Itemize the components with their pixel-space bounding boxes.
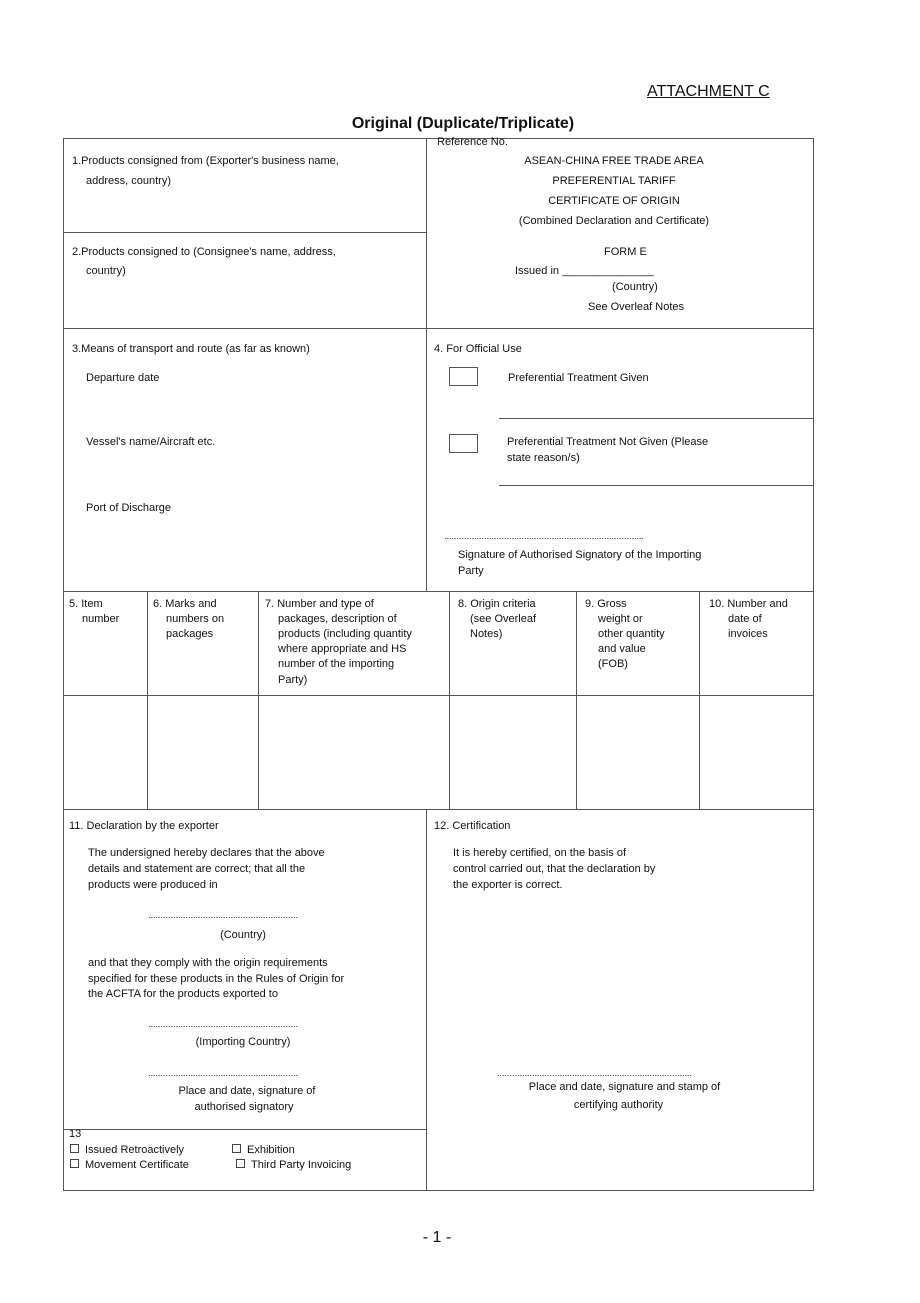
col6-header-line2: numbers on: [166, 613, 225, 625]
form-type-label: FORM E: [604, 246, 647, 258]
authority-signature-label-line1: Place and date, signature and stamp of: [528, 1081, 721, 1093]
third-party-invoicing-option[interactable]: [236, 1158, 351, 1174]
certification-text-line2: control carried out, that the declaration by: [453, 863, 656, 875]
authority-signature-label-line2: certifying authority: [573, 1099, 664, 1111]
divider: [63, 232, 427, 233]
exporter-signature-label-line2: authorised signatory: [194, 1101, 294, 1113]
declaration-text-line6: the ACFTA for the products exported to: [88, 988, 278, 1000]
box1-label-line1: 1.Products consigned from (Exporter's business name,: [72, 155, 339, 167]
divider: [63, 1129, 427, 1130]
importing-country-dotted-line: ............................................................: [148, 1019, 299, 1029]
page-title: Original (Duplicate/Triplicate): [351, 115, 575, 132]
signature-dotted-line: ................................................................................: [444, 531, 645, 541]
exporter-signature-label-line1: Place and date, signature of: [178, 1085, 316, 1097]
attachment-label: ATTACHMENT C: [647, 83, 770, 100]
form-heading-line2: PREFERENTIAL TARIFF: [552, 175, 676, 187]
treatment-not-given-label-line2: state reason/s): [507, 452, 580, 464]
treatment-not-given-label-line1: Preferential Treatment Not Given (Please: [507, 436, 709, 448]
col9-header-line2: weight or: [598, 613, 643, 625]
authority-signature-dotted-line: ..............................................................................: [497, 1068, 693, 1078]
overleaf-notes-label: See Overleaf Notes: [588, 301, 684, 313]
movement-certificate-option[interactable]: [70, 1158, 189, 1174]
checkbox-icon[interactable]: [232, 1144, 241, 1153]
declaration-text-line1: The undersigned hereby declares that the above: [88, 847, 325, 859]
checkbox-icon[interactable]: [70, 1144, 79, 1153]
reason-line: [499, 485, 813, 486]
box13-label: 13: [69, 1128, 82, 1140]
form-heading-line1: ASEAN-CHINA FREE TRADE AREA: [524, 155, 704, 167]
third-party-invoicing-label: Third Party Invoicing: [251, 1159, 352, 1171]
reason-line: [499, 418, 813, 419]
certification-text-line1: It is hereby certified, on the basis of: [453, 847, 627, 859]
col6-header-line3: packages: [166, 628, 214, 640]
issued-country-label: (Country): [612, 281, 658, 293]
col7-header-line5: number of the importing: [278, 658, 395, 670]
col8-header-line2: (see Overleaf: [470, 613, 537, 625]
vessel-name-label: Vessel's name/Aircraft etc.: [86, 436, 216, 448]
declaration-text-line3: products were produced in: [88, 879, 218, 891]
col5-header-line2: number: [82, 613, 120, 625]
col9-header-line3: other quantity: [598, 628, 665, 640]
checkbox-icon[interactable]: [236, 1159, 245, 1168]
divider: [63, 591, 814, 592]
port-of-discharge-label: Port of Discharge: [86, 502, 171, 514]
col7-header-line6: Party): [278, 674, 308, 686]
form-heading-line4: (Combined Declaration and Certificate): [518, 215, 710, 227]
col5-header-line1: 5. Item: [69, 598, 103, 610]
col9-header-line5: (FOB): [598, 658, 628, 670]
col8-header-line1: 8. Origin criteria: [458, 598, 536, 610]
issued-in-field: Issued in _______________: [515, 265, 654, 277]
country-label: (Country): [220, 929, 266, 941]
box2-label-line2: country): [86, 265, 126, 277]
box4-title: 4. For Official Use: [434, 343, 522, 355]
col7-header-line4: where appropriate and HS: [278, 643, 407, 655]
page-number: - 1 -: [422, 1229, 452, 1246]
treatment-given-label: Preferential Treatment Given: [508, 372, 649, 384]
package-description-cell[interactable]: [259, 696, 449, 809]
importing-signatory-label-line1: Signature of Authorised Signatory of the Importing: [458, 549, 702, 561]
invoice-cell[interactable]: [700, 696, 813, 809]
exhibition-label: Exhibition: [247, 1144, 295, 1156]
checkbox-icon[interactable]: [70, 1159, 79, 1168]
importing-signatory-label-line2: Party: [458, 565, 484, 577]
col9-header-line4: and value: [598, 643, 646, 655]
col8-header-line3: Notes): [470, 628, 503, 640]
gross-weight-cell[interactable]: [577, 696, 699, 809]
treatment-not-given-checkbox[interactable]: [449, 434, 478, 453]
box11-title: 11. Declaration by the exporter: [69, 820, 219, 832]
box12-title: 12. Certification: [434, 820, 511, 832]
divider: [63, 809, 814, 810]
divider: [426, 809, 427, 1191]
divider: [63, 328, 814, 329]
col10-header-line1: 10. Number and: [709, 598, 788, 610]
origin-criteria-cell[interactable]: [450, 696, 576, 809]
col7-header-line2: packages, description of: [278, 613, 397, 625]
reference-number-label: Reference No.: [437, 136, 508, 148]
declaration-text-line5: specified for these products in the Rules of Origin for: [88, 973, 345, 985]
importing-country-label: (Importing Country): [195, 1036, 291, 1048]
col6-header-line1: 6. Marks and: [153, 598, 217, 610]
item-number-cell[interactable]: [64, 696, 147, 809]
declaration-text-line2: details and statement are correct; that all the: [88, 863, 306, 875]
issued-retroactively-option[interactable]: [70, 1143, 184, 1159]
form-frame: [63, 138, 814, 1191]
box1-label-line2: address, country): [86, 175, 171, 187]
col10-header-line3: invoices: [728, 628, 768, 640]
declaration-text-line4: and that they comply with the origin requirements: [88, 957, 328, 969]
col10-header-line2: date of: [728, 613, 762, 625]
form-heading-line3: CERTIFICATE OF ORIGIN: [548, 195, 680, 207]
departure-date-label: Departure date: [86, 372, 160, 384]
marks-numbers-cell[interactable]: [148, 696, 258, 809]
col9-header-line1: 9. Gross: [585, 598, 627, 610]
certification-text-line3: the exporter is correct.: [453, 879, 563, 891]
col7-header-line1: 7. Number and type of: [265, 598, 374, 610]
exporter-signature-dotted-line: ............................................................: [148, 1068, 299, 1078]
country-dotted-line: ............................................................: [148, 910, 299, 920]
box3-title: 3.Means of transport and route (as far as known): [72, 343, 310, 355]
col7-header-line3: products (including quantity: [278, 628, 412, 640]
movement-certificate-label: Movement Certificate: [85, 1159, 189, 1171]
treatment-given-checkbox[interactable]: [449, 367, 478, 386]
issued-retroactively-label: Issued Retroactively: [85, 1144, 185, 1156]
exhibition-option[interactable]: [232, 1143, 295, 1159]
box2-label-line1: 2.Products consigned to (Consignee's name, address,: [72, 246, 336, 258]
